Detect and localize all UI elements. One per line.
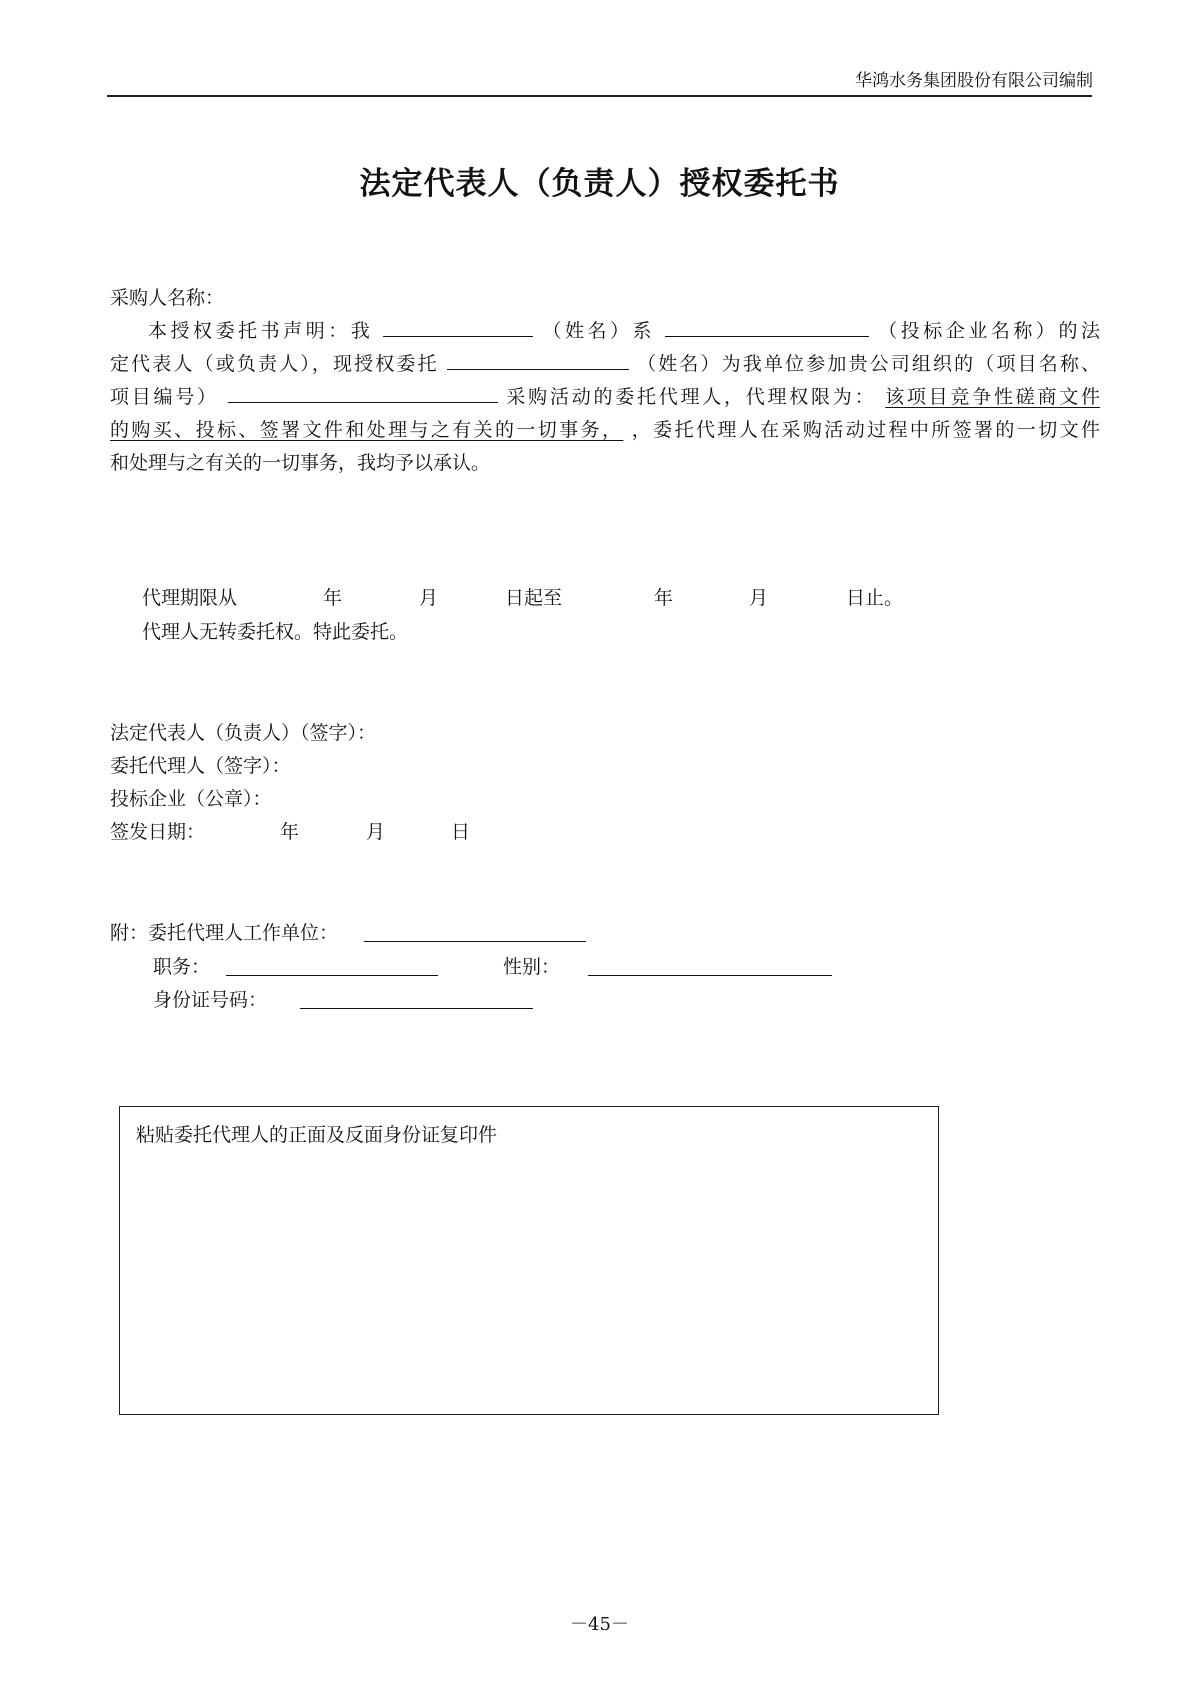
id-copy-paste-box (119, 1106, 939, 1415)
term-day-end: 日止。 (846, 587, 904, 609)
authority-scope-text: 该项目竞争性磋商文件 (885, 386, 1100, 408)
work-unit-blank (364, 941, 586, 942)
statement-text: （投标企业名称）的法 (878, 320, 1100, 342)
authority-scope-text: 的购买、投标、签署文件和处理与之有关的一切事务， (110, 419, 624, 441)
agent-name-blank (447, 351, 629, 370)
principal-name-blank (383, 318, 533, 337)
page-title: 法定代表人（负责人）授权委托书 (359, 166, 840, 202)
term-day-to: 日起至 (505, 587, 563, 609)
statement-text: 项目编号） (110, 386, 219, 408)
gender-blank (588, 975, 832, 976)
issue-date-day: 日 (451, 821, 471, 843)
purchaser-label: 采购人名称： (110, 287, 225, 309)
company-name-blank (665, 318, 869, 337)
statement-text: ，委托代理人在采购活动过程中所签署的一切文件 (631, 419, 1100, 441)
appendix-id-number-label: 身份证号码： (153, 989, 268, 1011)
agent-signature-label: 委托代理人（签字）： (110, 755, 291, 777)
statement-text: 定代表人（或负责人），现授权委托 (110, 353, 439, 375)
term-month-2: 月 (749, 587, 769, 609)
no-transfer-note: 代理人无转委托权。特此委托。 (142, 621, 409, 643)
statement-text: 本授权委托书声明：我 (148, 320, 374, 342)
position-blank (226, 975, 438, 976)
id-copy-paste-label: 粘贴委托代理人的正面及反面身份证复印件 (136, 1124, 498, 1146)
project-number-blank (228, 384, 498, 403)
term-month-1: 月 (419, 587, 439, 609)
statement-line-5: 和处理与之有关的一切事务，我均予以承认。 (110, 452, 491, 474)
header-rule (107, 95, 1092, 97)
appendix-position-label: 职务： (153, 956, 211, 978)
term-year-1: 年 (323, 587, 343, 609)
issue-date-year: 年 (280, 821, 300, 843)
statement-line-2 (110, 351, 1100, 377)
legal-rep-signature-label: 法定代表人（负责人）（签字）： (110, 722, 377, 744)
issue-date-label: 签发日期： (110, 821, 206, 843)
term-from: 代理期限从 (142, 587, 238, 609)
statement-text: （姓名）系 (542, 320, 656, 342)
statement-text: 采购活动的委托代理人，代理权限为： (506, 386, 877, 408)
id-number-blank (300, 1008, 533, 1009)
appendix-work-unit-label: 附：委托代理人工作单位： (110, 922, 339, 944)
statement-line-3 (110, 384, 1100, 410)
issue-date-month: 月 (366, 821, 386, 843)
statement-line-1 (148, 318, 1100, 344)
term-year-2: 年 (654, 587, 674, 609)
statement-text: （姓名）为我单位参加贵公司组织的（项目名称、 (637, 353, 1100, 375)
appendix-gender-label: 性别： (503, 956, 561, 978)
company-seal-label: 投标企业（公章）： (110, 788, 272, 810)
page-number: －45－ (570, 1614, 629, 1635)
statement-line-4 (110, 417, 1100, 443)
header-company: 华鸿水务集团股份有限公司编制 (855, 71, 1093, 91)
